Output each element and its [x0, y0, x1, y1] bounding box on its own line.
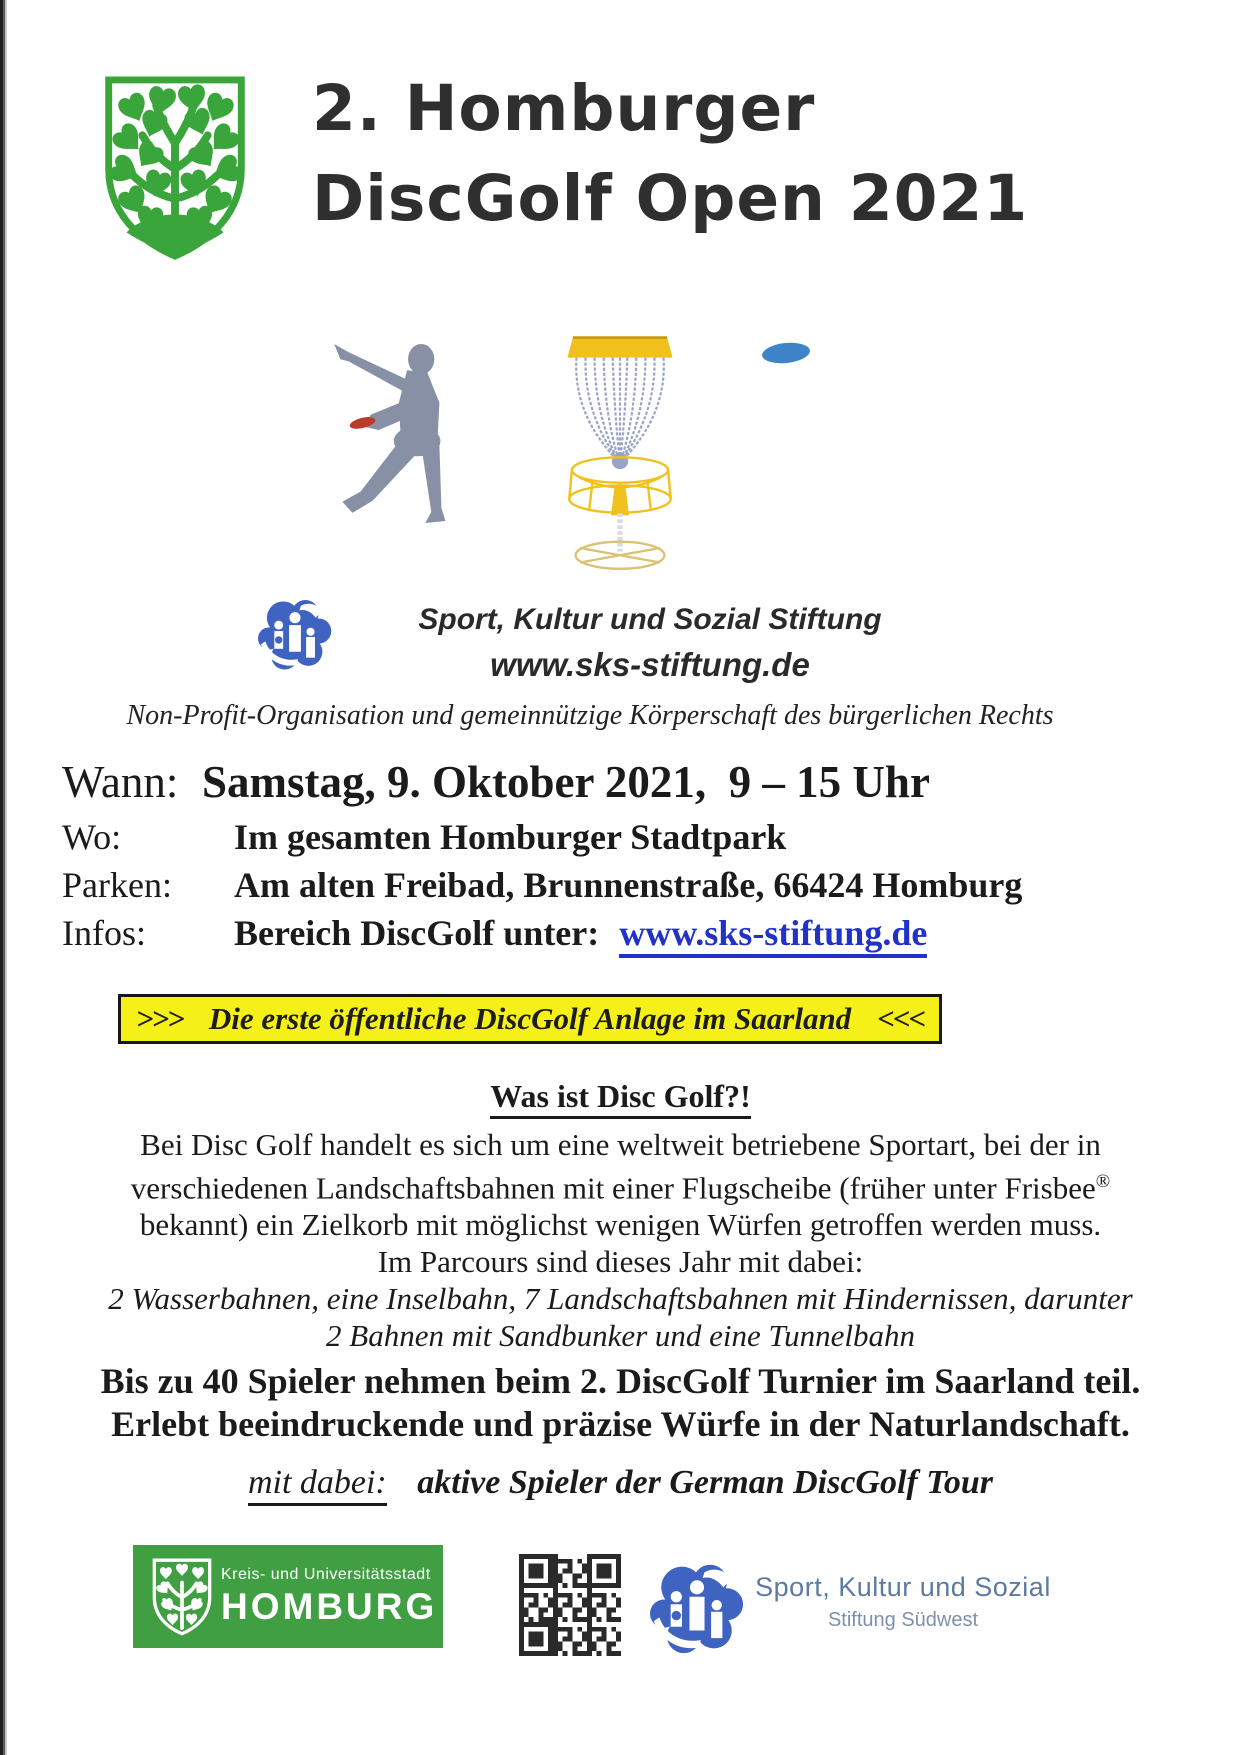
course-line1: 2 Wasserbahnen, eine Inselbahn, 7 Landschaftsbahnen mit Hindernissen, darunter	[108, 1281, 1133, 1317]
homburg-title: HOMBURG	[221, 1585, 438, 1627]
where-label: Wo:	[62, 817, 122, 857]
sks-suedwest-name: Sport, Kultur und Sozial	[755, 1572, 1051, 1602]
foundation-website: www.sks-stiftung.de	[490, 646, 810, 683]
homburg-logo-text	[221, 1566, 437, 1628]
banner-arrows-left: >>>	[135, 1001, 183, 1036]
parking-value: Am alten Freibad, Brunnenstraße, 66424 Homburg	[234, 865, 1023, 905]
infos-value: Bereich DiscGolf unter:	[234, 913, 600, 953]
parking-label: Parken:	[62, 865, 172, 905]
detail-row-infos	[62, 912, 1182, 958]
when-value: Samstag, 9. Oktober 2021, 9 – 15 Uhr	[202, 757, 930, 807]
about-line1: Bei Disc Golf handelt es sich um eine weltweit betriebene Sportart, bei der in	[140, 1127, 1101, 1162]
where-value: Im gesamten Homburger Stadtpark	[234, 817, 787, 857]
highlight-line1: Bis zu 40 Spieler nehmen beim 2. DiscGolf Turnier im Saarland teil.	[100, 1361, 1141, 1401]
qr-code	[519, 1554, 621, 1656]
participants-value: aktive Spieler der German DiscGolf Tour	[417, 1464, 994, 1501]
sks-suedwest-logo-icon	[650, 1558, 744, 1658]
website-link[interactable]: www.sks-stiftung.de	[619, 912, 927, 958]
detail-row-when	[62, 756, 1182, 808]
about-line4: Im Parcours sind dieses Jahr mit dabei:	[377, 1244, 864, 1280]
highlight-line2: Erlebt beeindruckende und präzise Würfe in der Naturlandschaft.	[111, 1404, 1130, 1444]
event-title	[312, 64, 1192, 244]
detail-row-parking	[62, 864, 1182, 906]
sks-suedwest-logo-text	[748, 1572, 1058, 1632]
when-label: Wann:	[62, 757, 179, 807]
homburg-subtitle: Kreis- und Universitätsstadt	[221, 1565, 431, 1583]
event-title-line1: 2. Homburger	[312, 72, 816, 145]
about-heading: Was ist Disc Golf?!	[490, 1078, 750, 1119]
disc-golf-player-silhouette-icon	[328, 342, 480, 524]
participants-label: mit dabei:	[248, 1464, 387, 1506]
sks-foundation-logo-icon	[258, 594, 332, 674]
banner-text: Die erste öffentliche DiscGolf Anlage im Saarland	[208, 1001, 852, 1036]
highlight-banner	[118, 994, 942, 1044]
participants-line	[0, 1464, 1241, 1502]
about-section	[0, 1078, 1241, 1354]
foundation-block	[330, 598, 970, 688]
tournament-highlight	[0, 1360, 1241, 1446]
homburg-coat-of-arms-icon	[100, 74, 250, 262]
event-details	[62, 756, 1182, 964]
about-line3: bekannt) ein Zielkorb mit möglichst wenigen Würfen getroffen werden muss.	[139, 1207, 1102, 1243]
foundation-legal-text: Non-Profit-Organisation und gemeinnützige Körperschaft des bürgerlichen Rechts	[126, 700, 1054, 731]
homburg-city-logo	[133, 1545, 443, 1648]
event-title-line2: DiscGolf Open 2021	[312, 162, 1029, 235]
disc-golf-basket-icon	[553, 305, 687, 577]
registered-mark: ®	[1095, 1171, 1111, 1192]
foundation-name: Sport, Kultur und Sozial Stiftung	[418, 603, 882, 636]
sks-suedwest-subtitle: Stiftung Südwest	[827, 1609, 979, 1631]
flying-disc-icon	[760, 340, 812, 366]
about-line2: verschiedenen Landschaftsbahnen mit einer Flugscheibe (früher unter Frisbee®	[130, 1170, 1111, 1206]
infos-label: Infos:	[62, 913, 146, 953]
course-line2: 2 Bahnen mit Sandbunker und eine Tunnelbahn	[326, 1318, 915, 1354]
detail-row-where	[62, 816, 1182, 858]
homburg-shield-icon	[151, 1555, 213, 1639]
banner-arrows-right: <<<	[877, 1001, 925, 1036]
